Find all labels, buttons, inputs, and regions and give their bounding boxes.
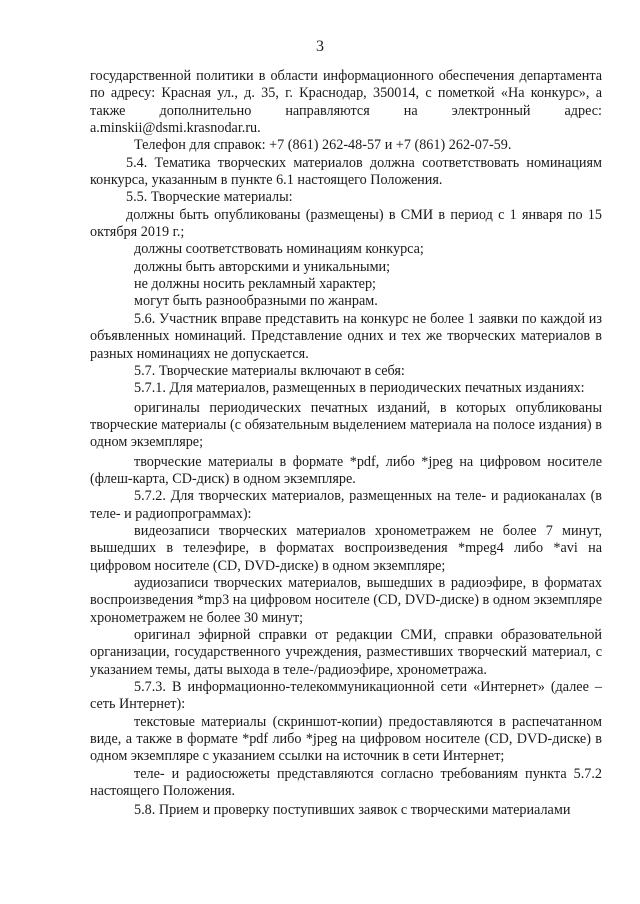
list-item-nominations: должны соответствовать номинациям конкурса; xyxy=(134,241,424,258)
paragraph-5-6: 5.6. Участник вправе представить на конкурс не более 1 заявки по каждой из объявленных номинаций. Представление одних и тех же творческих материалов в разных номинациях не допускается. xyxy=(90,310,602,362)
paragraph-broadcast-certificate: оригинал эфирной справки от редакции СМИ, справки образовательной организации, государственного учреждения, разместивших творческий материал, с указанием темы, даты выхода в теле-/радиоэфире, хронометража. xyxy=(90,627,602,678)
list-item-unique: должны быть авторскими и уникальными; xyxy=(134,258,391,275)
paragraph-5-8: 5.8. Прием и проверку поступивших заявок с творческими материалами xyxy=(134,802,571,819)
paragraph-internet-text: текстовые материалы (скриншот-копии) предоставляются в распечатанном виде, а также в формате *pdf либо *jpeg на цифровом носителе (CD, DVD-диске) в одном экземпляре с указанием ссылки на источник в сети Интернет; xyxy=(90,713,602,765)
list-item-no-ads: не должны носить рекламный характер; xyxy=(134,276,376,293)
document-body xyxy=(90,68,602,820)
paragraph-phone: Телефон для справок: +7 (861) 262-48-57 и +7 (861) 262-07-59. xyxy=(134,137,512,154)
paragraph-video: видеозаписи творческих материалов хронометражем не более 7 минут, вышедших в телеэфире, в форматах воспроизведения *mpeg4 либо *avi на цифровом носителе (CD, DVD-диске) в одном экземпляре; xyxy=(90,522,602,574)
page-number: 3 xyxy=(316,38,324,55)
paragraph-5-7-2: 5.7.2. Для творческих материалов, размещенных на теле- и радиоканалах (в теле- и радиопрограммах): xyxy=(90,488,602,522)
paragraph-5-4: 5.4. Тематика творческих материалов должна соответствовать номинациям конкурса, указанным в пункте 6.1 настоящего Положения. xyxy=(90,154,602,189)
paragraph-submission-address: государственной политики в области информационного обеспечения департамента по адресу: Красная ул., д. 35, г. Краснодар, 350014, с пометкой «На конкурс», а также дополнительно направляются на электронный адрес: a.minskii@dsmi.krasnodar.ru. xyxy=(90,68,602,137)
paragraph-internet-media: теле- и радиосюжеты представляются согласно требованиям пункта 5.7.2 настоящего Положения. xyxy=(90,765,602,800)
paragraph-5-7: 5.7. Творческие материалы включают в себя: xyxy=(134,362,405,379)
paragraph-5-5: 5.5. Творческие материалы: xyxy=(126,189,293,206)
paragraph-5-7-1: 5.7.1. Для материалов, размещенных в периодических печатных изданиях: xyxy=(134,380,585,397)
paragraph-print-digital: творческие материалы в формате *pdf, либо *jpeg на цифровом носителе (флеш-карта, CD-диск) в одном экземпляре. xyxy=(90,453,602,487)
list-item-genres: могут быть разнообразными по жанрам. xyxy=(134,293,378,310)
paragraph-5-7-3: 5.7.3. В информационно-телекоммуникационной сети «Интернет» (далее – сеть Интернет): xyxy=(90,679,602,713)
paragraph-5-5-period: должны быть опубликованы (размещены) в СМИ в период с 1 января по 15 октября 2019 г.; xyxy=(90,206,602,241)
paragraph-audio: аудиозаписи творческих материалов, вышедших в радиоэфире, в форматах воспроизведения *mp3 на цифровом носителе (CD, DVD-диске) в одном экземпляре хронометражем не более 30 минут; xyxy=(90,574,602,626)
paragraph-print-originals: оригиналы периодических печатных изданий, в которых опубликованы творческие материалы (с обязательным выделением материала на полосе издания) в одном экземпляре; xyxy=(90,399,602,451)
